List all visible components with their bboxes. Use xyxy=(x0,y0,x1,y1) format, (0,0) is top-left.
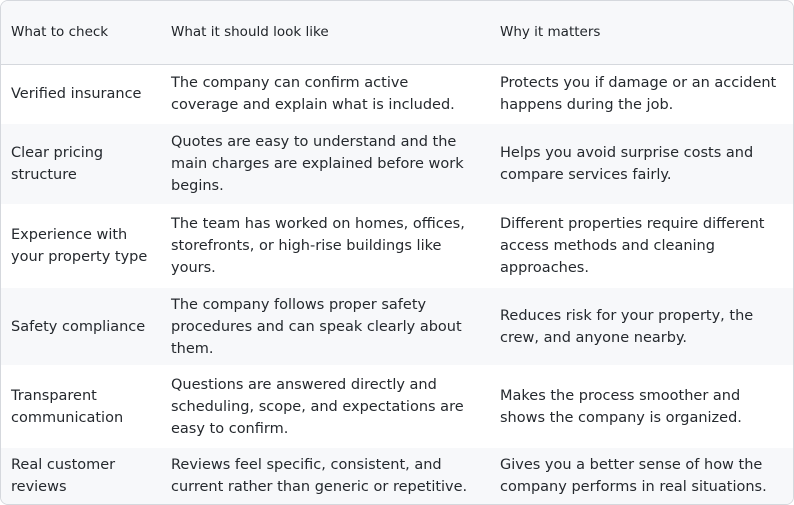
table-cell-check: Verified insurance xyxy=(11,86,142,103)
table-cell-why: Helps you avoid surprise costs and compare services fairly. xyxy=(500,145,754,183)
table-row xyxy=(1,365,793,448)
column-header-why-it-matters: Why it matters xyxy=(490,1,793,64)
table-row xyxy=(1,448,793,504)
table-cell-why: Reduces risk for your property, the crew, and anyone nearby. xyxy=(500,307,754,346)
table-cell-check: Real customer reviews xyxy=(11,457,116,495)
table-cell-check: Transparent communication xyxy=(11,387,124,426)
table-cell-look: The team has worked on homes, offices, storefronts, or high-rise buildings like yours. xyxy=(171,216,465,276)
table-cell-why: Different properties require different access methods and cleaning approaches. xyxy=(500,216,765,276)
table-row xyxy=(1,204,793,288)
table-cell-look: The company follows proper safety procedures and can speak clearly about them. xyxy=(171,296,462,357)
table-cell-look: Questions are answered directly and scheduling, scope, and expectations are easy to confirm. xyxy=(171,376,464,437)
table-row xyxy=(1,64,793,124)
column-header-what-to-check: What to check xyxy=(1,1,161,64)
table-cell-check: Clear pricing structure xyxy=(11,145,104,183)
table-cell-why: Makes the process smoother and shows the company is organized. xyxy=(500,387,742,426)
column-header-what-it-should-look-like: What it should look like xyxy=(161,1,490,64)
table-cell-check: Experience with your property type xyxy=(11,227,148,265)
header-row xyxy=(1,1,793,64)
table-cell-look: The company can confirm active coverage and explain what is included. xyxy=(171,75,455,114)
table-cell-why: Gives you a better sense of how the company performs in real situations. xyxy=(500,457,767,495)
table-header xyxy=(1,1,793,64)
table-cell-check: Safety compliance xyxy=(11,318,146,335)
table-row xyxy=(1,288,793,365)
checklist-table xyxy=(1,1,793,504)
table-cell-why: Protects you if damage or an accident happens during the job. xyxy=(500,75,777,114)
table-row xyxy=(1,124,793,204)
table-cell-look: Reviews feel specific, consistent, and current rather than generic or repetitive. xyxy=(171,457,468,495)
table-cell-look: Quotes are easy to understand and the main charges are explained before work begins. xyxy=(171,134,464,194)
table-body xyxy=(1,64,793,504)
